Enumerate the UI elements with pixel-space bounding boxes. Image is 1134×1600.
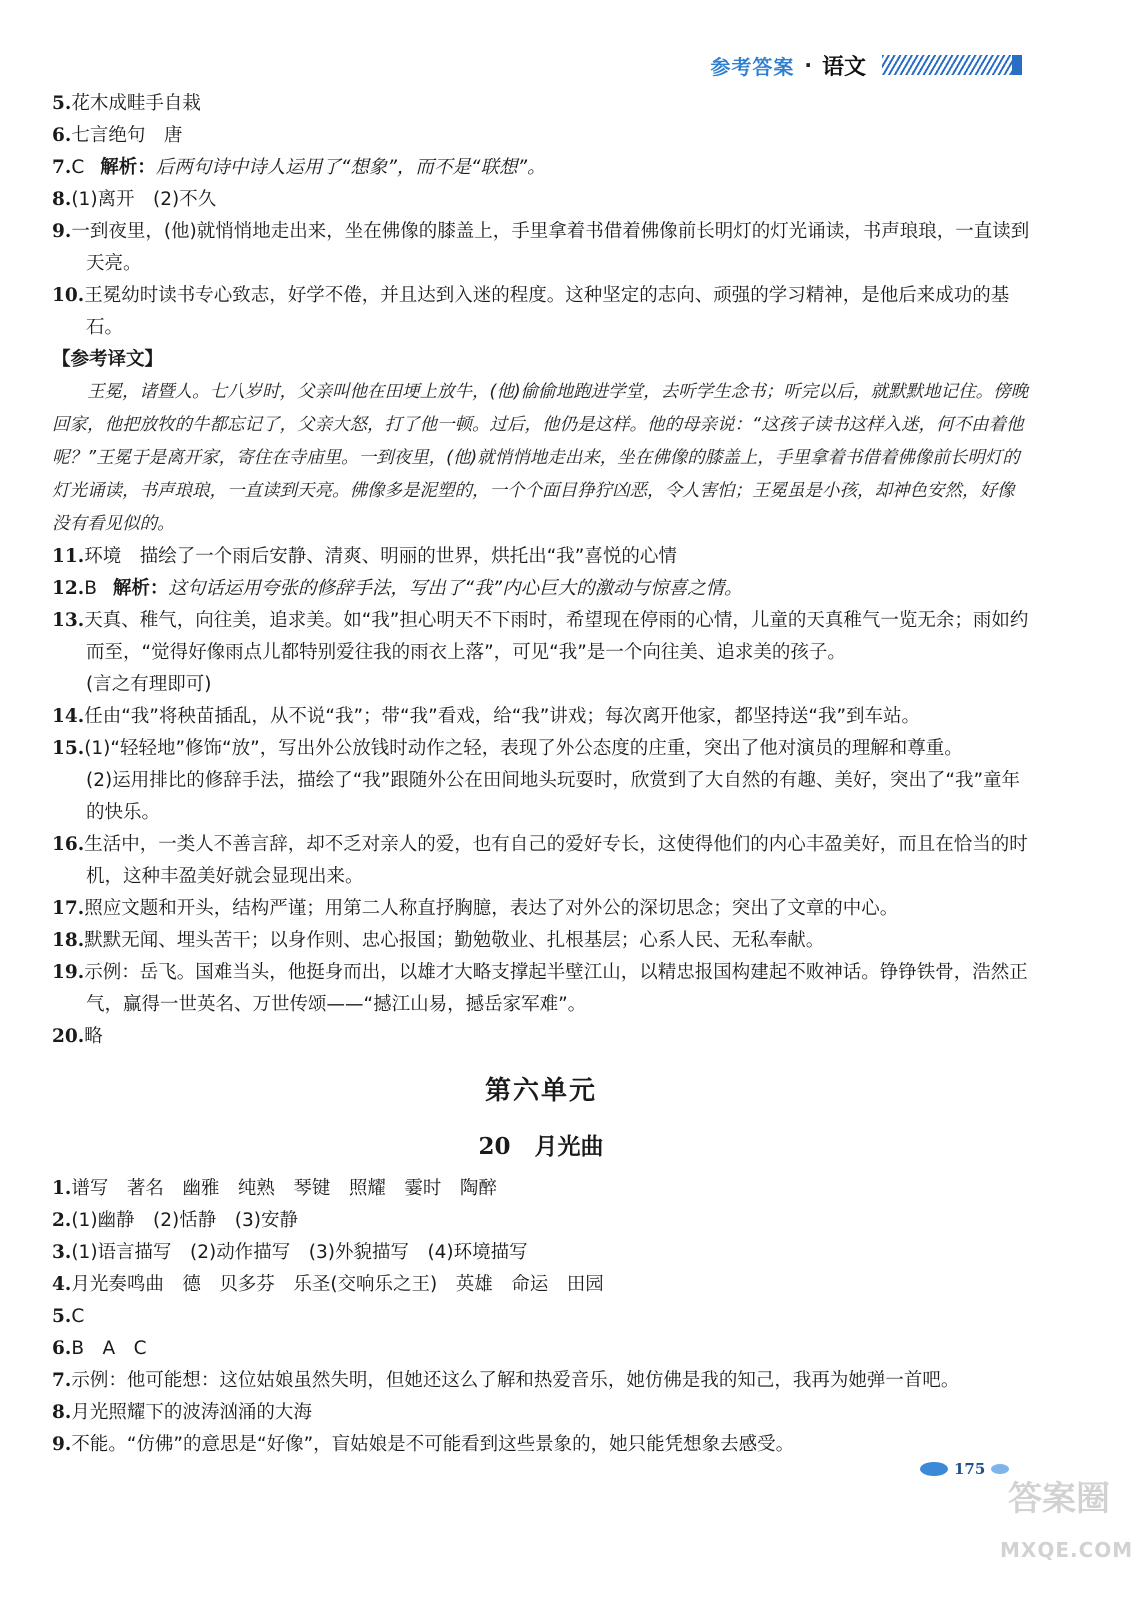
lesson-name: 月光曲: [534, 1134, 604, 1160]
answer-item: [52, 1429, 1030, 1461]
answer-item: [52, 184, 1030, 216]
answer-item: [52, 1173, 1030, 1205]
answer-item: [52, 1237, 1030, 1269]
analysis-text: 后两句诗中诗人运用了“想象”，而不是“联想”。: [155, 157, 546, 178]
answer-item: [52, 1269, 1030, 1301]
item-number: 11.: [52, 546, 85, 567]
item-text: 一到夜里，(他)就悄悄地走出来，坐在佛像的膝盖上，手里拿着书借着佛像前长明灯的灯光诵读，书声琅琅，一直读到天亮。: [71, 221, 1030, 274]
item-text: 生活中，一类人不善言辞，却不乏对亲人的爱，也有自己的爱好专长，这使得他们的内心丰盈美好，而且在恰当的时机，这种丰盈美好就会显现出来。: [84, 834, 1028, 887]
item-text: 照应文题和开头，结构严谨；用第二人称直抒胸臆，表达了对外公的深切思念；突出了文章的中心。: [84, 898, 899, 919]
answer-item: [52, 925, 1030, 957]
header-stripe-decoration: [882, 55, 1022, 75]
item-number: 2.: [52, 1210, 72, 1231]
item-text: 不能。“仿佛”的意思是“好像”，盲姑娘是不可能看到这些景象的，她只能凭想象去感受。: [71, 1434, 795, 1455]
unit-title: 第六单元: [484, 1076, 597, 1106]
item-number: 13.: [52, 610, 85, 631]
item-text: (1)幽静 (2)恬静 (3)安静: [71, 1210, 298, 1231]
item-text: 示例：岳飞。国难当头，他挺身而出，以雄才大略支撑起半壁江山，以精忠报国构建起不败神话。铮铮铁骨，浩然正气，赢得一世英名、万世传颂——“撼江山易，撼岳家军难”。: [84, 962, 1028, 1015]
watermark-url: MXQE.COM: [1000, 1538, 1134, 1562]
answer-item: [52, 1365, 1030, 1397]
item-text: 王冕幼时读书专心致志，好学不倦，并且达到入迷的程度。这种坚定的志向、顽强的学习精神，是他后来成功的基石。: [84, 285, 1010, 338]
item-text: B A C: [71, 1338, 147, 1359]
page-number: 175: [954, 1460, 986, 1478]
answer-item: [52, 88, 1030, 120]
item-number: 7.: [52, 157, 72, 178]
answer-item: [52, 1301, 1030, 1333]
analysis-label: 解析：: [100, 157, 156, 178]
item-text: 任由“我”将秧苗插乱，从不说“我”；带“我”看戏，给“我”讲戏；每次离开他家，都坚持送“我”到车站。: [84, 706, 921, 727]
answer-item: [52, 541, 1030, 573]
item-text: 略: [84, 1026, 103, 1047]
item-text: B: [84, 578, 97, 599]
item-number: 12.: [52, 578, 85, 599]
lesson-title: [52, 1131, 1030, 1163]
page-header: [710, 48, 1022, 82]
translation-text: 王冕，诸暨人。七八岁时，父亲叫他在田埂上放牛，(他)偷偷地跑进学堂，去听学生念书；听完以后，就默默地记住。傍晚回家，他把放牧的牛都忘记了，父亲大怒，打了他一顿。过后，他仍是这样。他的母亲说：“这孩子读书这样入迷，何不由着他呢？”王冕于是离开家，寄住在寺庙里。一到夜里，(他)就悄悄地走出来，坐在佛像的膝盖上，手里拿着书借着佛像前长明灯的灯光诵读，书声琅琅，一直读到天亮。佛像多是泥塑的，一个个面目狰狞凶恶，令人害怕；王冕虽是小孩，却神色安然，好像没有看见似的。: [52, 382, 1029, 534]
item-number: 20.: [52, 1026, 85, 1047]
item-number: 6.: [52, 1338, 72, 1359]
page-footer: [920, 1454, 1009, 1484]
watermark-text: 答案圈: [1008, 1479, 1110, 1519]
answer-item: [52, 893, 1030, 925]
item-text: 示例：他可能想：这位姑娘虽然失明，但她还这么了解和热爱音乐，她仿佛是我的知己，我再为她弹一首吧。: [71, 1370, 960, 1391]
header-reference-label: 参考答案: [710, 54, 795, 79]
item-text: 天真、稚气，向往美，追求美。如“我”担心明天不下雨时，希望现在停雨的心情，儿童的天真稚气一览无余；雨如约而至，“觉得好像雨点儿都特别爱往我的雨衣上落”，可见“我”是一个向往美、追求美的孩子。: [84, 610, 1029, 663]
item-number: 6.: [52, 125, 72, 146]
analysis-text: 这句话运用夸张的修辞手法，写出了“我”内心巨大的激动与惊喜之情。: [168, 578, 743, 599]
leaf-icon: [920, 1462, 948, 1476]
item-number: 9.: [52, 221, 72, 242]
item-number: 17.: [52, 898, 85, 919]
analysis-label: 解析：: [112, 578, 169, 599]
item-text: (1)语言描写 (2)动作描写 (3)外貌描写 (4)环境描写: [71, 1242, 528, 1263]
item-text: 月光奏鸣曲 德 贝多芬 乐圣(交响乐之王) 英雄 命运 田园: [71, 1274, 604, 1295]
item-text: 月光照耀下的波涛汹涌的大海: [71, 1402, 312, 1423]
answer-item: [52, 152, 1030, 184]
item-number: 5.: [52, 93, 72, 114]
answer-item: [52, 1205, 1030, 1237]
item-text: 谱写 著名 幽雅 纯熟 琴键 照耀 霎时 陶醉: [71, 1178, 497, 1199]
item-number: 14.: [52, 706, 85, 727]
answer-item: [52, 1021, 1030, 1053]
item-number: 15.: [52, 738, 85, 759]
answer-item: [52, 216, 1030, 280]
item-text: 七言绝句 唐: [71, 125, 183, 146]
answer-item: [52, 1333, 1030, 1365]
item-number: 5.: [52, 1306, 72, 1327]
item-text: 默默无闻、埋头苦干；以身作则、忠心报国；勤勉敬业、扎根基层；心系人民、无私奉献。: [84, 930, 825, 951]
item-text: (1)离开 (2)不久: [71, 189, 217, 210]
item-number: 9.: [52, 1434, 72, 1455]
answer-item: [52, 605, 1030, 669]
item-text: (1)“轻轻地”修饰“放”，写出外公放钱时动作之轻，表现了外公态度的庄重，突出了他对演员的理解和尊重。: [84, 738, 963, 759]
item-number: 7.: [52, 1370, 72, 1391]
header-separator: ·: [804, 53, 812, 77]
site-watermark: [1000, 1460, 1134, 1584]
item-number: 16.: [52, 834, 85, 855]
answer-item: [52, 829, 1030, 893]
answer-item: [52, 573, 1030, 605]
item-text: C: [71, 157, 85, 178]
item-text: 环境 描绘了一个雨后安静、清爽、明丽的世界，烘托出“我”喜悦的心情: [84, 546, 677, 567]
item-number: 18.: [52, 930, 85, 951]
answer-item: [52, 701, 1030, 733]
item-number: 1.: [52, 1178, 72, 1199]
answer-item: [52, 957, 1030, 1021]
item-number: 19.: [52, 962, 85, 983]
lesson-number: 20: [478, 1133, 511, 1160]
item-extra: (2)运用排比的修辞手法，描绘了“我”跟随外公在田间地头玩耍时，欣赏到了大自然的有趣、美好，突出了“我”童年的快乐。: [86, 770, 1021, 823]
answer-item: [52, 1397, 1030, 1429]
item-number: 4.: [52, 1274, 72, 1295]
item-text: 花木成畦手自栽: [71, 93, 201, 114]
header-subject: 语文: [821, 54, 866, 80]
item-number: 8.: [52, 1402, 72, 1423]
answer-item: [52, 280, 1030, 344]
answer-item: [52, 120, 1030, 152]
item-number: 3.: [52, 1242, 72, 1263]
item-extra: (言之有理即可): [86, 674, 212, 695]
translation-heading: 【参考译文】: [52, 349, 164, 370]
item-number: 8.: [52, 189, 72, 210]
item-number: 10.: [52, 285, 85, 306]
item-text: C: [71, 1306, 85, 1327]
answer-item: [52, 733, 1030, 765]
answer-content: [52, 88, 1030, 1461]
